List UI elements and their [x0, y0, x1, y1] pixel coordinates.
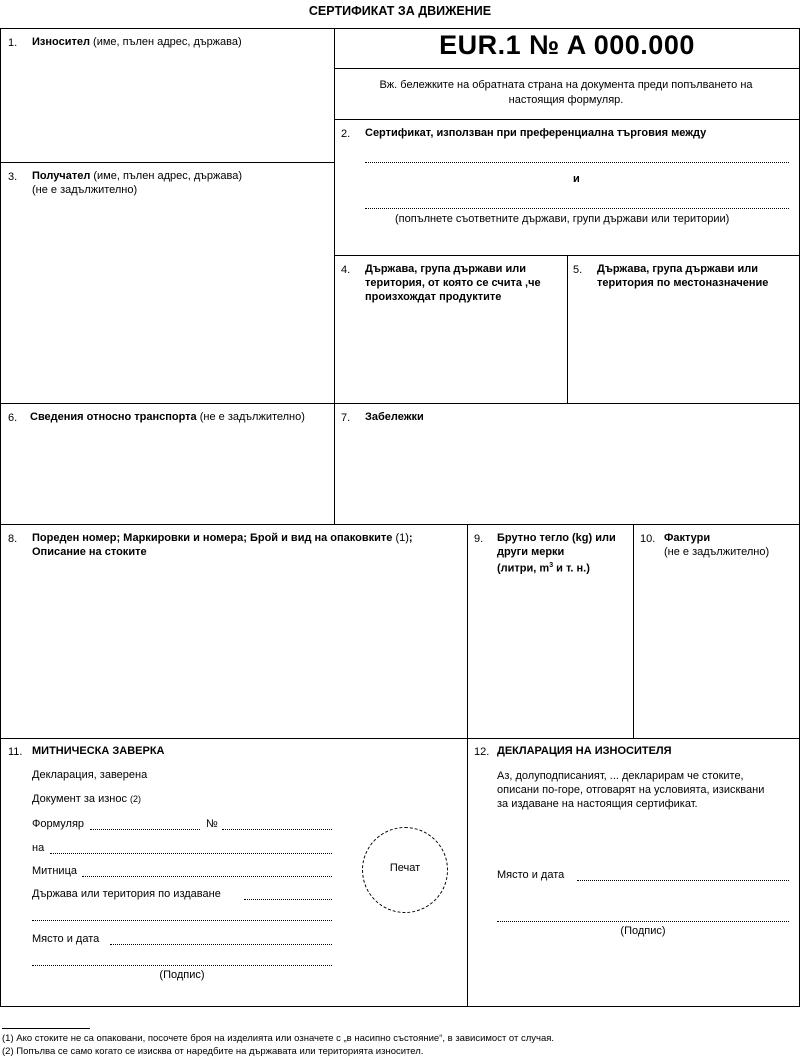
- country-field[interactable]: [244, 899, 332, 900]
- stamp-label: Печат: [389, 862, 421, 874]
- box-number: 8.: [8, 533, 18, 545]
- and-label: и: [573, 173, 580, 185]
- box-label: МИТНИЧЕСКА ЗАВЕРКА: [32, 745, 165, 757]
- number-label: №: [206, 818, 218, 830]
- signature-label: (Подпис): [620, 925, 666, 937]
- box-label: ДЕКЛАРАЦИЯ НА ИЗНОСИТЕЛЯ: [497, 745, 672, 757]
- box-number: 9.: [474, 533, 484, 545]
- box-label: Износител (име, пълен адрес, държава): [32, 36, 242, 48]
- box-number: 12.: [474, 746, 490, 758]
- certificate-number: EUR.1 № A 000.000: [439, 30, 695, 60]
- box-label: Сведения относно транспорта (не е задължително): [30, 411, 305, 423]
- country-field-2[interactable]: [32, 920, 332, 921]
- date-field[interactable]: [50, 853, 332, 854]
- box-number: 10.: [640, 533, 656, 545]
- place-date-field[interactable]: [577, 880, 789, 881]
- country-label: Държава или територия по издаване: [32, 888, 221, 900]
- instruction-note: Вж. бележките на обратната страна на документа преди попълването на настоящия формуляр.: [379, 79, 753, 106]
- box-number: 1.: [8, 37, 18, 49]
- box-number: 3.: [8, 171, 18, 183]
- form-field[interactable]: [90, 829, 200, 830]
- box-label: Държава, група държави или територия, от която се счита ,че произхождат продуктите: [365, 263, 541, 303]
- box-number: 5.: [573, 264, 583, 276]
- export-doc-label: Документ за износ (2): [32, 793, 142, 805]
- hint-text: (попълнете съответните държави, групи държави или територии): [395, 213, 730, 225]
- box-label: Сертификат, използван при преференциална търговия между: [365, 127, 707, 139]
- footnote-separator: [2, 1028, 90, 1029]
- declaration-label: Декларация, заверена: [32, 769, 148, 781]
- stamp-circle: [362, 827, 448, 913]
- box-number: 4.: [341, 264, 351, 276]
- box-number: 2.: [341, 128, 351, 140]
- box-label: Държава, група държави или територия по местоназначение: [597, 263, 769, 289]
- page-title: СЕРТИФИКАТ ЗА ДВИЖЕНИЕ: [308, 4, 492, 18]
- box-number: 7.: [341, 412, 351, 424]
- box-label: Брутно тегло (kg) или други мерки (литри, $m^3$ и т. н.): [497, 532, 616, 575]
- place-date-label: Място и дата: [32, 933, 100, 945]
- place-date-field[interactable]: [110, 944, 332, 945]
- customs-field[interactable]: [82, 876, 332, 877]
- dotted-line: [365, 208, 789, 209]
- number-field[interactable]: [222, 829, 332, 830]
- form-label: Формуляр: [32, 818, 85, 830]
- box-label: Пореден номер; Маркировки и номера; Брой и вид на опаковките (1); Описание на стоките: [32, 532, 413, 558]
- declaration-text: Аз, долуподписаният, ... декларирам че стоките, описани по-горе, отговарят на условията, изисквани за издаване на настоящия сертификат.: [497, 770, 765, 810]
- customs-label: Митница: [32, 865, 77, 877]
- box-label: Фактури (не е задължително): [664, 532, 770, 558]
- place-date-label: Място и дата: [497, 869, 565, 881]
- box-label: Забележки: [365, 411, 424, 423]
- footnote-2: (2) Попълва се само когато се изисква от наредбите на държавата или територията износител.: [2, 1046, 424, 1057]
- footnote-1: (1) Ако стоките не са опаковани, посочете броя на изделията или означете с „в насипно състояние“, в зависимост от случая.: [2, 1033, 555, 1044]
- on-label: на: [32, 842, 45, 854]
- signature-field[interactable]: [497, 921, 789, 922]
- dotted-line: [365, 162, 789, 163]
- box-label: Получател (име, пълен адрес, държава) (не е задължително): [32, 170, 243, 196]
- signature-label: (Подпис): [159, 969, 205, 981]
- signature-field[interactable]: [32, 965, 332, 966]
- box-number: 6.: [8, 412, 18, 424]
- box-number: 11.: [8, 746, 23, 758]
